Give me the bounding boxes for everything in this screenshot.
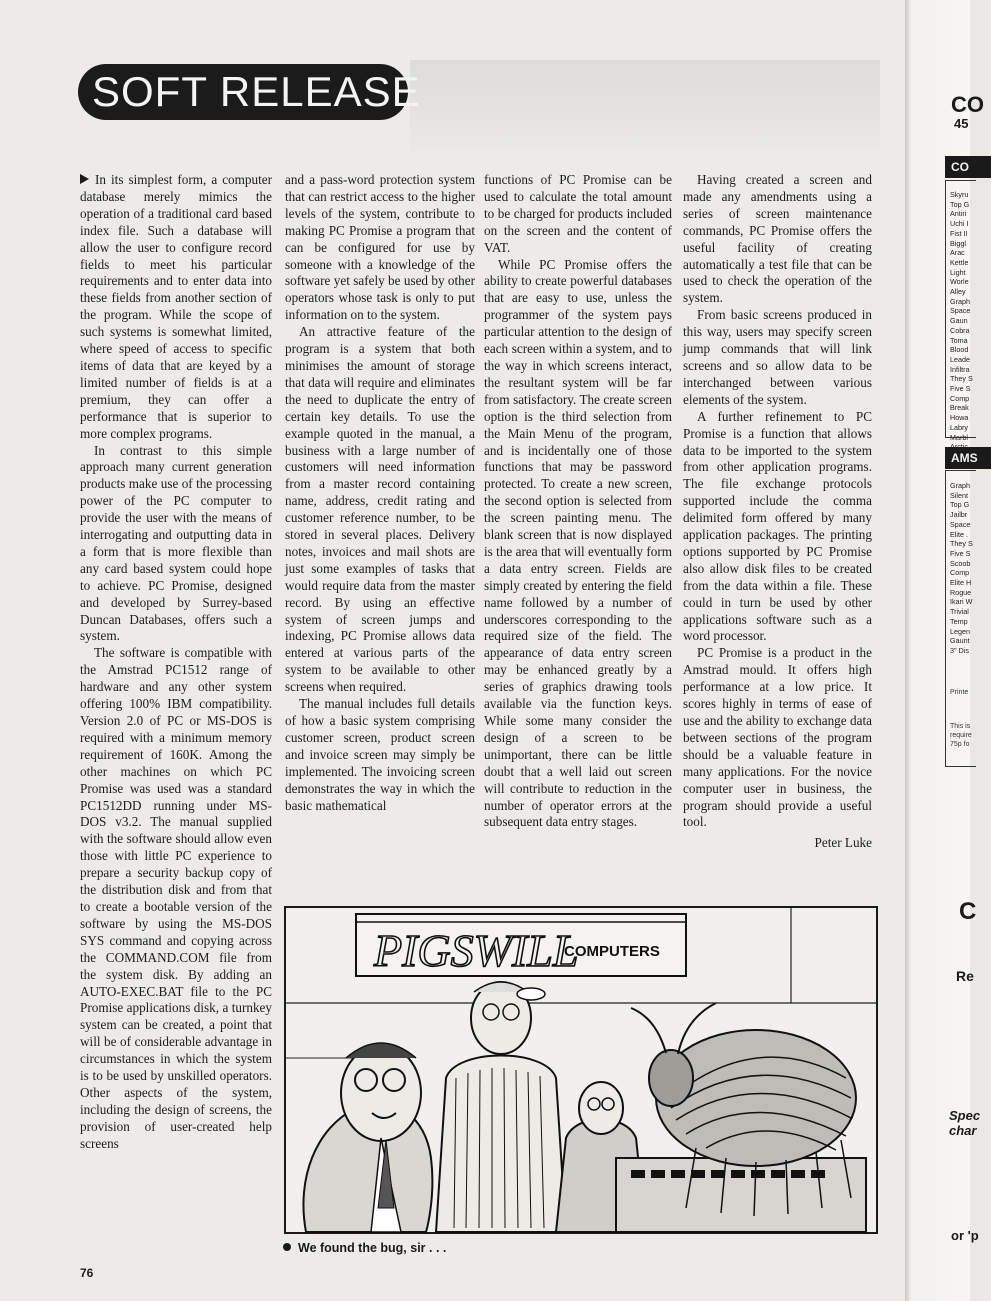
paragraph	[80, 172, 272, 443]
sign-main-text: PIGSWILL	[374, 925, 579, 976]
paragraph: and a pass-word protection system that can restrict access to the higher levels of the system, contribute to making PC Promise a program that can be configured for use by someone with a knowledge of the software yet safely be used by other operators whose task is only to put information on to the system.	[285, 172, 475, 323]
edge-section-bar-2: AMS	[945, 447, 991, 469]
sign-sub-text: COMPUTERS	[564, 943, 660, 960]
bullet-dot-icon	[283, 1243, 291, 1251]
paragraph: Having created a screen and made any amendments using a series of screen maintenance commands, PC Promise offers the useful facility of creating automatically a test file that can be used to check the operation of the system.	[683, 172, 872, 306]
edge-box-2	[945, 470, 976, 767]
paragraph: functions of PC Promise can be used to calculate the total amount to be charged for products included on the screen and the content of VAT.	[484, 172, 672, 255]
paragraph-text: In its simplest form, a computer database merely mimics the operation of a traditional card based index file. Such a database will allow the user to configure record fields to meet his particular requirements and to enter data into these fields from another section of the program. While the scope of such systems is somewhat limited, where speed of access to specific items of data that are keyed by a limited number of fields is at a premium, they can offer a performance that is superior to more complex programs.	[80, 172, 272, 441]
show-through-ghost	[410, 60, 880, 160]
edge-note: This is require 75p fo	[950, 723, 972, 748]
triangle-bullet-icon	[80, 174, 89, 184]
cartoon-illustration	[284, 906, 878, 1234]
edge-heading-mid: C	[959, 898, 977, 925]
article-column-4	[683, 172, 872, 852]
edge-ret-text: Re	[956, 968, 974, 984]
edge-box-1	[945, 180, 976, 438]
article-column-1	[80, 172, 272, 1153]
paragraph: While PC Promise offers the ability to create powerful databases that are easy to use, unless the programmer of the system pays particular attention to the design of each screen within a system, and to the way in which screens interact, the resultant system will be far from satisfactory. The create screen option is the third selection from the Main Menu of the program, and is incidentally one of those functions that may be password protected. To create a new screen, the second option is selected from the screen painting menu. The blank screen that is now displayed is the area that will eventually form a data entry screen. Fields are simply created by entering the field name followed by a number of underscores corresponding to the required size of the field. The appearance of data entry screen may be enhanced greatly by a series of graphics drawing tools available via the function keys. While some many consider the design of a screen to be unimportant, there can be little doubt that a well laid out screen will contribute to reduction in the number of operator errors at the subsequent data entry stages.	[484, 256, 672, 830]
cartoon-caption	[283, 1241, 446, 1255]
edge-section-bar-1: CO	[945, 156, 991, 178]
edge-heading-sub: 45	[954, 116, 969, 131]
article-column-2	[285, 172, 475, 814]
edge-list-1: Skyru Top G Antiri Uchi I Fist II Biggl Arac Kettle Light Worle Alley Graph Space Gaun Cobra Toma Blood Leade Infiltra They S Five S Comp Break Howa Labry Marbl	[950, 190, 973, 442]
caption-text: We found the bug, sir . . .	[298, 1241, 447, 1255]
section-banner: SOFT RELEASE	[78, 64, 408, 120]
paragraph: The software is compatible with the Amstrad PC1512 range of hardware and any other system offering 100% IBM compatibility. Version 2.0 of PC or MS-DOS is required with a minimum memory requirement of 160K. Among the other machines on which PC Promise was used was a standard PC1512DD running under MS-DOS v3.2. The manual supplied with the software should allow even those with little PC experience to prepare a security backup copy of the distribution disk and from that to create a bootable version of the software by using the MS-DOS SYS command and copying across the COMMAND.COM file from the system disk. By adding an AUTO-EXEC.BAT file to the PC Promise applications disk, a turnkey system can be created, a point that will be of considerable advantage in circumstances in which the system is to be used by unskilled operators. Other aspects of the system, including the design of screens, the provision of user-created help screens	[80, 645, 272, 1151]
edge-list-2: Graph Silent Top G Jailbr Space Elite . They S Five S Scoob Comp Elite H Rogue Ikari W Trivial Temp Legen Gaunt 3" Dis	[950, 481, 973, 655]
author-byline: Peter Luke	[814, 835, 872, 851]
edge-or-text: or 'p	[951, 1228, 979, 1243]
paragraph: In contrast to this simple approach many current generation products make use of the processing power of the PC computer to provide the user with the means of interrogating and outputting data in a form that is more flexible than any card based system could hope to achieve. PC Promise, designed and developed by Surrey-based Duncan Databases, offers such a system.	[80, 442, 272, 644]
paragraph: The manual includes full details of how a basic system comprising customer screen, product screen and invoice screen may simply be implemented. The invoicing screen demonstrates the way in which the basic mathematical	[285, 696, 475, 813]
edge-printer-text: Printe	[950, 689, 969, 696]
page-number: 76	[80, 1266, 94, 1280]
adjacent-page-edge	[905, 0, 984, 1301]
edge-heading-top: CO	[951, 92, 984, 117]
paragraph: An attractive feature of the program is a system that both minimises the amount of storage that data will require and eliminates the need to duplicate the entry of certain key details. To use the example quoted in the manual, a business with a large number of customers will need information from a master record containing name, address, credit rating and customer reference number, to be stored in several places. Delivery notes, invoices and mail shots are just some examples of tasks that would require data from the master record. By using an effective system of screen jumps and indexing, PC Promise allows data entered at various parts of the system to be available to other screens when required.	[285, 324, 475, 695]
edge-spec-text: Spec char	[949, 1108, 981, 1138]
paragraph: From basic screens produced in this way, users may specify screen jump commands that will link screens and so allow data to be interchanged between various elements of the system.	[683, 307, 872, 407]
cartoon-drawing	[286, 908, 876, 1232]
article-column-3	[484, 172, 672, 831]
paragraph: A further refinement to PC Promise is a function that allows data to be imported to the system from other application programs. The file exchange protocols supported include the comma delimited form offered by many application packages. The printing options supported by PC Promise also allow disk files to be created from the data within a file. These could in turn be used by other applications software such as a word processor.	[683, 408, 872, 644]
paragraph: PC Promise is a product in the Amstrad mould. It offers high performance at a low price. It scores highly in terms of ease of use and the ability to exchange data between sections of the program should be a valuable feature in many applications. For the novice computer user in business, the program should provide a useful tool.	[683, 645, 872, 830]
